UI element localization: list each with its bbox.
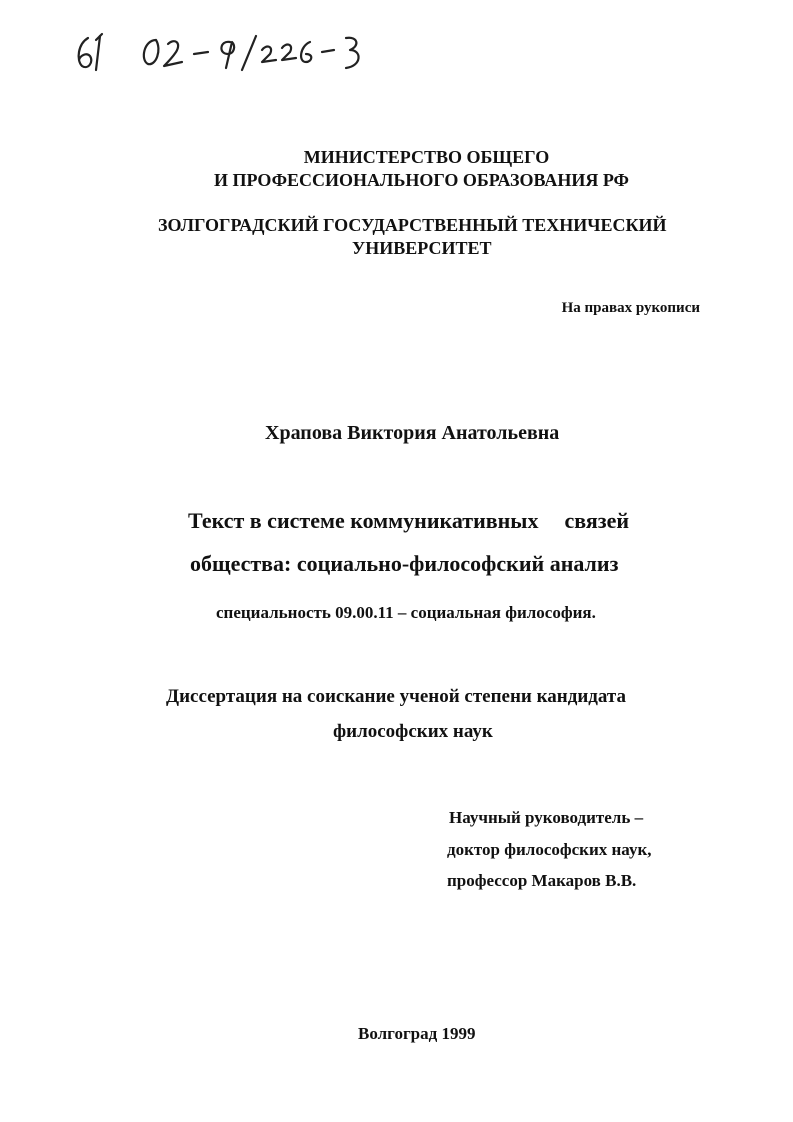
- title-line-1-part-2: связей: [564, 508, 630, 533]
- university-line-2: УНИВЕРСИТЕТ: [352, 238, 492, 258]
- rights-note: На правах рукописи: [561, 300, 700, 316]
- specialty: специальность 09.00.11 – социальная философия.: [216, 603, 596, 622]
- degree-line-1: Диссертация на соискание ученой степени кандидата: [166, 686, 626, 707]
- ministry-line-2: И ПРОФЕССИОНАЛЬНОГО ОБРАЗОВАНИЯ РФ: [213, 170, 630, 190]
- supervisor-line-2: доктор философских наук,: [447, 840, 652, 859]
- dissertation-title-line-2: общества: социально-философский анализ: [190, 551, 619, 576]
- city-year: Волгоград 1999: [358, 1024, 476, 1043]
- supervisor-line-1: Научный руководитель –: [449, 808, 644, 827]
- degree-line-2: философских наук: [333, 721, 493, 742]
- handwritten-note-text: [70, 76, 71, 77]
- dissertation-title-line-1: [188, 508, 629, 534]
- university-line-1: ЗОЛГОГРАДСКИЙ ГОСУДАРСТВЕННЫЙ ТЕХНИЧЕСКИЙ: [158, 215, 667, 235]
- ministry-line-1: МИНИСТЕРСТВО ОБЩЕГО: [303, 147, 550, 167]
- handwritten-note-image: [70, 26, 370, 76]
- author-name: Храпова Виктория Анатольевна: [265, 422, 560, 444]
- handwritten-catalog-number: [70, 26, 370, 76]
- title-line-1-part-1: Текст в системе коммуникативных: [188, 508, 539, 533]
- supervisor-line-3: профессор Макаров В.В.: [447, 871, 637, 890]
